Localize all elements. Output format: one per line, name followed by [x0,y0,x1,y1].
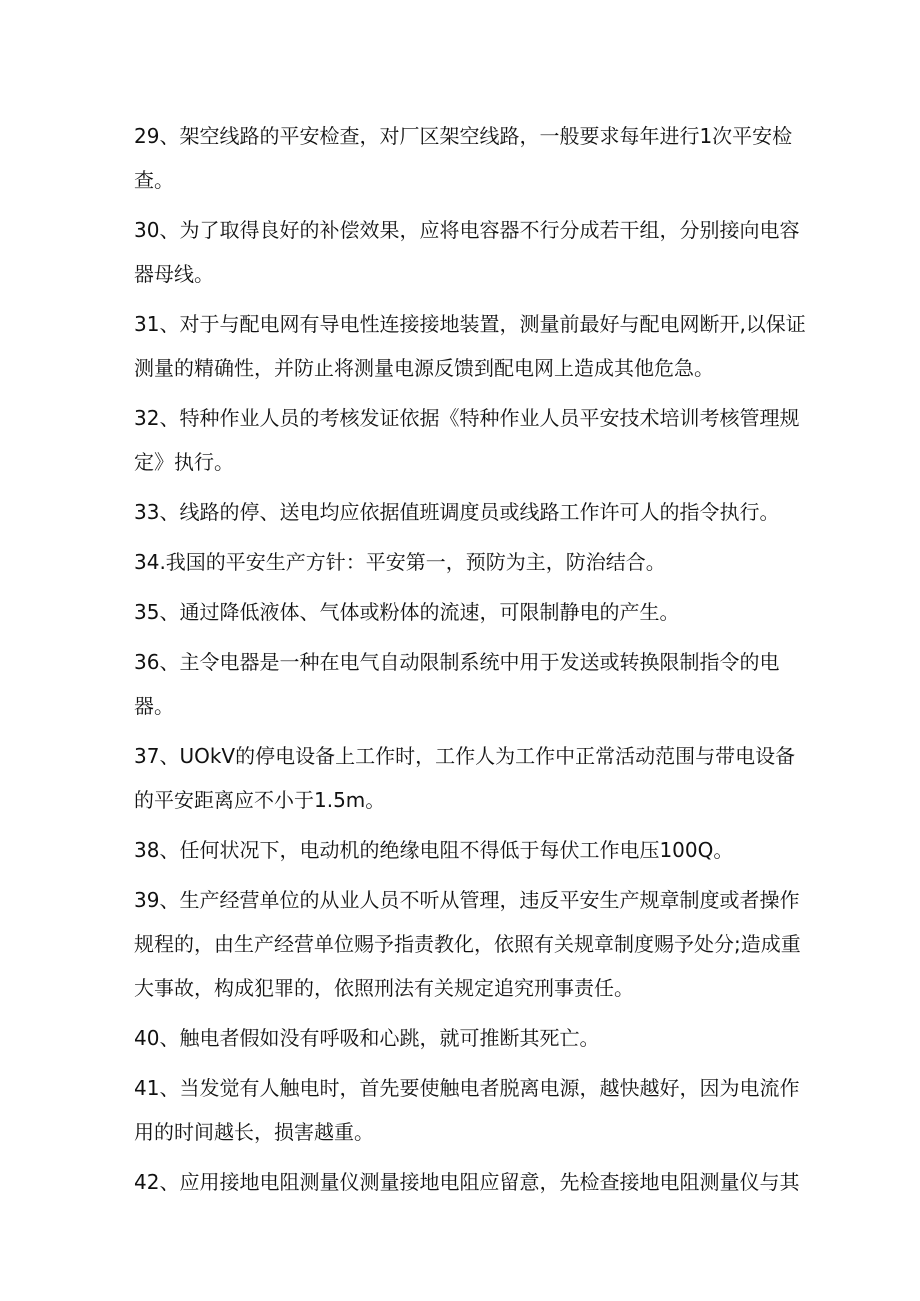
list-item-40: 40、触电者假如没有呼吸和心跳，就可推断其死亡。 [134,1026,600,1050]
list-item-30: 30、为了取得良好的补偿效果，应将电容器不行分成若干组，分别接向电容器母线。 [134,218,800,286]
list-item-36: 36、主令电器是一种在电气自动限制系统中用于发送或转换限制指令的电器。 [134,650,780,718]
list-item-38: 38、任何状况下，电动机的绝缘电阻不得低于每伏工作电压100Q。 [134,838,734,862]
list-item-35: 35、通过降低液体、气体或粉体的流速，可限制静电的产生。 [134,600,680,624]
list-item-34: 34.我国的平安生产方针：平安第一，预防为主，防治结合。 [134,550,666,574]
list-item-29: 29、架空线路的平安检查，对厂区架空线路，一般要求每年进行1次平安检查。 [134,124,793,192]
list-item-39: 39、生产经营单位的从业人员不听从管理，违反平安生产规章制度或者操作规程的，由生产经营单位赐予指责教化，依照有关规章制度赐予处分;造成重大事故，构成犯罪的，依照刑法有关规定追究刑事责任。 [134,888,801,1000]
list-item-42: 42、应用接地电阻测量仪测量接地电阻应留意，先检查接地电阻测量仪与其 [134,1170,800,1194]
list-item-37: 37、UOkV的停电设备上工作时，工作人为工作中正常活动范围与带电设备的平安距离应不小于1.5m。 [134,744,796,812]
list-item-33: 33、线路的停、送电均应依据值班调度员或线路工作许可人的指令执行。 [134,500,780,524]
list-item-31: 31、对于与配电网有导电性连接接地装置，测量前最好与配电网断开,以保证测量的精确性，并防止将测量电源反馈到配电网上造成其他危急。 [134,312,806,380]
list-item-41: 41、当发觉有人触电时，首先要使触电者脱离电源，越快越好，因为电流作用的时间越长，损害越重。 [134,1076,800,1144]
list-item-32: 32、特种作业人员的考核发证依据《特种作业人员平安技术培训考核管理规定》执行。 [134,406,800,474]
document-body [134,114,806,1210]
